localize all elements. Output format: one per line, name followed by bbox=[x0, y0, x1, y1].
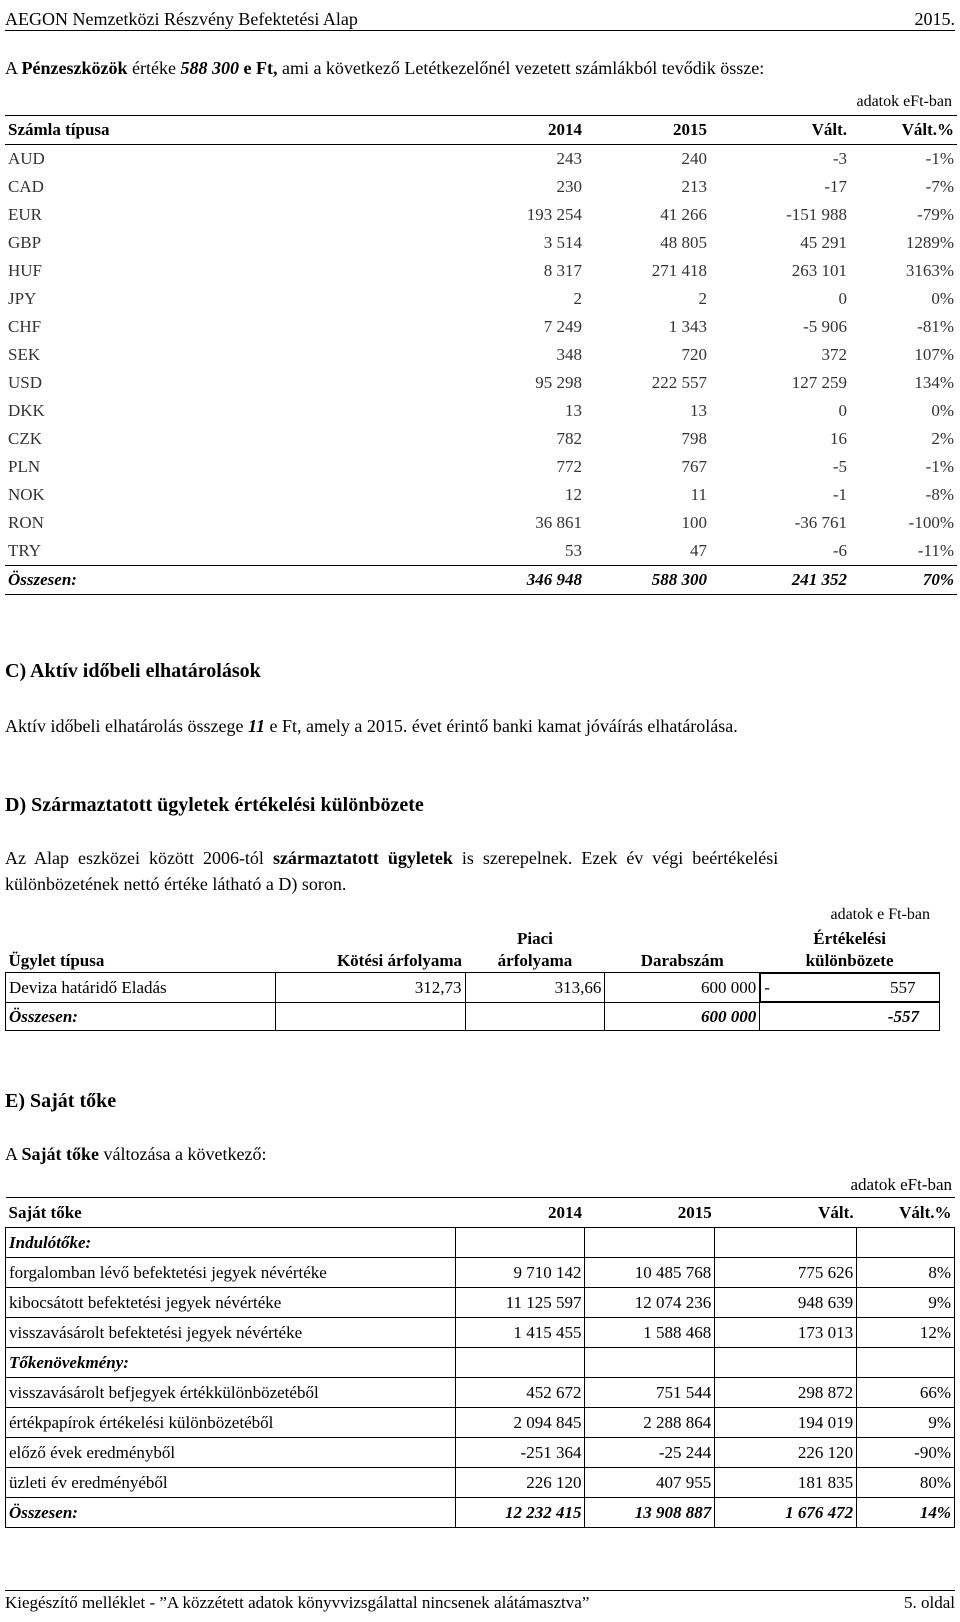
table3-row bbox=[6, 1318, 955, 1348]
row-value: 0% bbox=[931, 401, 954, 420]
table3-total-2014: 12 232 415 bbox=[455, 1498, 585, 1528]
page-number: 5. oldal bbox=[904, 1593, 955, 1612]
row-label: EUR bbox=[8, 205, 42, 224]
table1-row bbox=[5, 341, 957, 369]
row-value: 948 639 bbox=[715, 1288, 857, 1318]
table1-header-change: Vált. bbox=[710, 116, 850, 145]
row-value: 213 bbox=[681, 177, 707, 196]
row-label: AUD bbox=[8, 149, 45, 168]
table1-total-row bbox=[5, 566, 957, 595]
table3-total-change-pct: 14% bbox=[857, 1498, 955, 1528]
table2-total-label: Összesen: bbox=[6, 1003, 276, 1031]
row-value: 9% bbox=[857, 1408, 955, 1438]
row-value: -81% bbox=[917, 317, 954, 336]
row-value: 13 bbox=[565, 401, 582, 420]
row-label: GBP bbox=[8, 233, 42, 252]
table3-row bbox=[6, 1288, 955, 1318]
row-label: PLN bbox=[8, 457, 41, 476]
row-value: 240 bbox=[681, 149, 707, 168]
row-value: 8% bbox=[857, 1258, 955, 1288]
section-d-line1-pre: Az Alap eszközei között 2006-tól bbox=[5, 848, 273, 868]
row-value: 66% bbox=[857, 1378, 955, 1408]
row-value: 2 bbox=[573, 289, 582, 308]
table2-header-type: Ügylet típusa bbox=[6, 920, 276, 973]
row-value: 11 bbox=[690, 485, 707, 504]
table3-header-change: Vált. bbox=[715, 1198, 857, 1228]
table1-row bbox=[5, 509, 957, 537]
table1-row bbox=[5, 537, 957, 566]
row-value: 767 bbox=[681, 457, 707, 476]
row-value: -1% bbox=[925, 457, 954, 476]
row-value: 1 415 455 bbox=[455, 1318, 585, 1348]
row-label: visszavásárolt befjegyek értékkülönbözetéből bbox=[6, 1378, 456, 1408]
row-value: 7 249 bbox=[543, 317, 582, 336]
table1-row bbox=[5, 173, 957, 201]
row-label: előző évek eredményből bbox=[6, 1438, 456, 1468]
row-label: HUF bbox=[8, 261, 43, 280]
row-value: 0% bbox=[931, 289, 954, 308]
row-value: 0 bbox=[838, 401, 847, 420]
table1-row bbox=[5, 285, 957, 313]
table2-header-row bbox=[6, 920, 940, 973]
section-d-title: D) Származtatott ügyletek értékelési különbözete bbox=[5, 794, 424, 816]
table2-row-strike: 312,73 bbox=[275, 973, 465, 1003]
intro-unit: e Ft, bbox=[238, 58, 278, 78]
row-value: 12 074 236 bbox=[585, 1288, 715, 1318]
table1-header-2014: 2014 bbox=[460, 116, 585, 145]
row-label: kibocsátott befektetési jegyek névértéke bbox=[6, 1288, 456, 1318]
row-value: 53 bbox=[565, 541, 582, 560]
section-c-text-pre: Aktív időbeli elhatárolás összege bbox=[5, 716, 248, 736]
row-value: 2 bbox=[698, 289, 707, 308]
table2-header-market-l2: árfolyama bbox=[497, 951, 573, 970]
intro-pre: A bbox=[5, 58, 22, 78]
row-value: -25 244 bbox=[585, 1438, 715, 1468]
table1-row bbox=[5, 369, 957, 397]
row-value: 95 298 bbox=[535, 373, 582, 392]
table3-unit: adatok eFt-ban bbox=[850, 1175, 952, 1194]
row-value: -3 bbox=[832, 149, 847, 168]
section-e-text-post: változása a következő: bbox=[99, 1144, 267, 1164]
row-label: SEK bbox=[8, 345, 41, 364]
table3-row bbox=[6, 1408, 955, 1438]
table3-total-label: Összesen: bbox=[6, 1498, 456, 1528]
row-value: 12 bbox=[565, 485, 582, 504]
row-value: 775 626 bbox=[715, 1258, 857, 1288]
row-value: 3 514 bbox=[543, 233, 582, 252]
row-value: -8% bbox=[925, 485, 954, 504]
table2-unit: adatok e Ft-ban bbox=[830, 906, 930, 923]
row-value: 10 485 768 bbox=[585, 1258, 715, 1288]
table2-total-empty1 bbox=[275, 1003, 465, 1031]
row-value: -90% bbox=[857, 1438, 955, 1468]
header-title: AEGON Nemzetközi Részvény Befektetési Alap bbox=[5, 9, 358, 29]
table3-header-2014: 2014 bbox=[455, 1198, 585, 1228]
row-value: 222 557 bbox=[651, 373, 707, 392]
row-value: -36 761 bbox=[794, 513, 847, 532]
table3-header-type: Saját tőke bbox=[6, 1198, 456, 1228]
table1-header-type: Számla típusa bbox=[5, 116, 460, 145]
table1-row bbox=[5, 397, 957, 425]
row-label: üzleti év eredményéből bbox=[6, 1468, 456, 1498]
row-value: 173 013 bbox=[715, 1318, 857, 1348]
table2-row-sign: - bbox=[764, 978, 770, 997]
row-value: 1289% bbox=[905, 233, 954, 252]
table3-sub2-label: Tőkenövekmény: bbox=[6, 1348, 456, 1378]
row-value: 48 805 bbox=[660, 233, 707, 252]
row-value: 134% bbox=[914, 373, 954, 392]
section-e-text-pre: A bbox=[5, 1144, 22, 1164]
table1-total-2015: 588 300 bbox=[585, 566, 710, 595]
table1-total-2014: 346 948 bbox=[460, 566, 585, 595]
row-value: 193 254 bbox=[526, 205, 582, 224]
row-value: 1 343 bbox=[668, 317, 707, 336]
row-label: forgalomban lévő befektetési jegyek névértéke bbox=[6, 1258, 456, 1288]
intro-text bbox=[5, 58, 764, 79]
row-value: 271 418 bbox=[651, 261, 707, 280]
row-value: 2 288 864 bbox=[585, 1408, 715, 1438]
table2-header-strike: Kötési árfolyama bbox=[275, 920, 465, 973]
row-value: 181 835 bbox=[715, 1468, 857, 1498]
row-value: 12% bbox=[857, 1318, 955, 1348]
row-value: -251 364 bbox=[455, 1438, 585, 1468]
table3-subheader-growth bbox=[6, 1348, 955, 1378]
row-value: 100 bbox=[681, 513, 707, 532]
footer-note: Kiegészítő melléklet - ”A közzétett adatok könyvvizsgálattal nincsenek alátámasztva” bbox=[5, 1593, 590, 1612]
table1-total-change-pct: 70% bbox=[850, 566, 957, 595]
section-c-title: C) Aktív időbeli elhatárolások bbox=[5, 660, 261, 682]
row-value: 226 120 bbox=[715, 1438, 857, 1468]
table3-row bbox=[6, 1438, 955, 1468]
section-c-value: 11 bbox=[247, 716, 265, 736]
table1-header-change-pct: Vált.% bbox=[850, 116, 957, 145]
row-label: CAD bbox=[8, 177, 44, 196]
page-header bbox=[5, 4, 955, 31]
table1-unit: adatok eFt-ban bbox=[856, 93, 952, 110]
row-value: 194 019 bbox=[715, 1408, 857, 1438]
row-label: CHF bbox=[8, 317, 42, 336]
row-value: 372 bbox=[821, 345, 847, 364]
row-value: -5 906 bbox=[803, 317, 847, 336]
row-value: 41 266 bbox=[660, 205, 707, 224]
row-value: -1 bbox=[832, 485, 847, 504]
table2-row-qty: 600 000 bbox=[605, 973, 760, 1003]
section-c-text-post: e Ft, amely a 2015. évet érintő banki kamat jóváírás elhatárolása. bbox=[264, 716, 738, 736]
section-d-line2: különbözetének nettó értéke látható a D) soron. bbox=[5, 874, 347, 894]
table2-header-market bbox=[465, 920, 605, 973]
row-label: DKK bbox=[8, 401, 45, 420]
row-label: értékpapírok értékelési különbözetéből bbox=[6, 1408, 456, 1438]
row-value: -6 bbox=[832, 541, 847, 560]
section-d-line1-post: is szerepelnek. Ezek év végi beértékelési bbox=[452, 848, 779, 868]
section-e-text bbox=[5, 1144, 266, 1165]
header-year: 2015. bbox=[914, 9, 955, 29]
row-value: -151 988 bbox=[786, 205, 847, 224]
row-label: TRY bbox=[8, 541, 42, 560]
row-value: 0 bbox=[838, 289, 847, 308]
table2-header-market-l1: Piaci bbox=[517, 929, 553, 948]
table1-row bbox=[5, 257, 957, 285]
intro-post: ami a következő Letétkezelőnél vezetett számlákból tevődik össze: bbox=[277, 58, 765, 78]
table2-header-qty: Darabszám bbox=[605, 920, 760, 973]
table1-row bbox=[5, 145, 957, 174]
table2-total-row bbox=[6, 1003, 940, 1031]
row-value: 45 291 bbox=[800, 233, 847, 252]
row-value: 13 bbox=[690, 401, 707, 420]
row-value: 782 bbox=[556, 429, 582, 448]
table3-row bbox=[6, 1378, 955, 1408]
table3-subheader-initial bbox=[6, 1228, 955, 1258]
table1-row bbox=[5, 481, 957, 509]
row-value: 720 bbox=[681, 345, 707, 364]
row-value: -17 bbox=[824, 177, 847, 196]
section-d-bold-term: származtatott ügyletek bbox=[272, 848, 453, 868]
table2-total-qty: 600 000 bbox=[605, 1003, 760, 1031]
table3-row bbox=[6, 1468, 955, 1498]
row-value: 798 bbox=[681, 429, 707, 448]
intro-value: 588 300 bbox=[180, 58, 239, 78]
row-value: 348 bbox=[556, 345, 582, 364]
row-value: 11 125 597 bbox=[455, 1288, 585, 1318]
derivatives-table bbox=[5, 920, 940, 1031]
table2-header-valuation bbox=[760, 920, 940, 973]
table2-total-empty2 bbox=[465, 1003, 605, 1031]
row-value: 47 bbox=[690, 541, 707, 560]
table1-row bbox=[5, 201, 957, 229]
row-label: visszavásárolt befektetési jegyek névértéke bbox=[6, 1318, 456, 1348]
table1-header-row bbox=[5, 116, 957, 145]
row-label: NOK bbox=[8, 485, 45, 504]
row-value: 107% bbox=[914, 345, 954, 364]
row-value: 1 588 468 bbox=[585, 1318, 715, 1348]
row-value: 80% bbox=[857, 1468, 955, 1498]
row-value: 9% bbox=[857, 1288, 955, 1318]
row-value: 2 094 845 bbox=[455, 1408, 585, 1438]
row-value: 407 955 bbox=[585, 1468, 715, 1498]
table1-row bbox=[5, 313, 957, 341]
row-value: 3163% bbox=[905, 261, 954, 280]
row-value: 36 861 bbox=[535, 513, 582, 532]
table3-row bbox=[6, 1258, 955, 1288]
row-value: 226 120 bbox=[455, 1468, 585, 1498]
row-value: -1% bbox=[925, 149, 954, 168]
section-e-title: E) Saját tőke bbox=[5, 1090, 117, 1112]
row-value: -79% bbox=[917, 205, 954, 224]
table2-row-valuation bbox=[760, 973, 939, 1002]
intro-bold-term: Pénzeszközök bbox=[21, 58, 128, 78]
row-value: 8 317 bbox=[543, 261, 582, 280]
table1-total-change: 241 352 bbox=[710, 566, 850, 595]
table2-row bbox=[6, 973, 940, 1003]
table3-total-row bbox=[6, 1498, 955, 1528]
row-value: 298 872 bbox=[715, 1378, 857, 1408]
row-value: 127 259 bbox=[791, 373, 847, 392]
table3-header-row bbox=[6, 1198, 955, 1228]
table3-total-change: 1 676 472 bbox=[715, 1498, 857, 1528]
table1-total-label: Összesen: bbox=[5, 566, 460, 595]
table2-row-market: 313,66 bbox=[465, 973, 605, 1003]
table3-header-2015: 2015 bbox=[585, 1198, 715, 1228]
row-value: 230 bbox=[556, 177, 582, 196]
intro-mid: értéke bbox=[127, 58, 181, 78]
table3-sub1-label: Indulótőke: bbox=[6, 1228, 456, 1258]
row-value: 751 544 bbox=[585, 1378, 715, 1408]
row-value: 243 bbox=[556, 149, 582, 168]
table1-row bbox=[5, 425, 957, 453]
row-value: -100% bbox=[908, 513, 954, 532]
section-e-bold-term: Saját tőke bbox=[21, 1144, 100, 1164]
row-value: 452 672 bbox=[455, 1378, 585, 1408]
table1-row bbox=[5, 453, 957, 481]
table2-header-val-l1: Értékelési bbox=[813, 929, 886, 948]
table2-total-value: -557 bbox=[760, 1003, 940, 1031]
row-label: USD bbox=[8, 373, 43, 392]
row-value: -5 bbox=[832, 457, 847, 476]
row-label: RON bbox=[8, 513, 44, 532]
cash-accounts-table bbox=[5, 115, 957, 595]
table3-total-2015: 13 908 887 bbox=[585, 1498, 715, 1528]
row-value: 9 710 142 bbox=[455, 1258, 585, 1288]
section-d-line1 bbox=[5, 848, 955, 869]
table1-header-2015: 2015 bbox=[585, 116, 710, 145]
row-value: -11% bbox=[917, 541, 954, 560]
table2-row-value: 557 bbox=[890, 978, 916, 997]
row-label: JPY bbox=[8, 289, 37, 308]
table2-row-type: Deviza határidő Eladás bbox=[6, 973, 276, 1003]
section-c-text bbox=[5, 716, 738, 737]
equity-table bbox=[5, 1197, 955, 1528]
row-value: 263 101 bbox=[791, 261, 847, 280]
row-value: 772 bbox=[556, 457, 582, 476]
row-value: 2% bbox=[931, 429, 954, 448]
row-label: CZK bbox=[8, 429, 42, 448]
row-value: 16 bbox=[830, 429, 847, 448]
table2-header-val-l2: különbözete bbox=[805, 951, 894, 970]
page-footer bbox=[5, 1590, 955, 1613]
table3-header-change-pct: Vált.% bbox=[857, 1198, 955, 1228]
row-value: -7% bbox=[925, 177, 954, 196]
table1-row bbox=[5, 229, 957, 257]
